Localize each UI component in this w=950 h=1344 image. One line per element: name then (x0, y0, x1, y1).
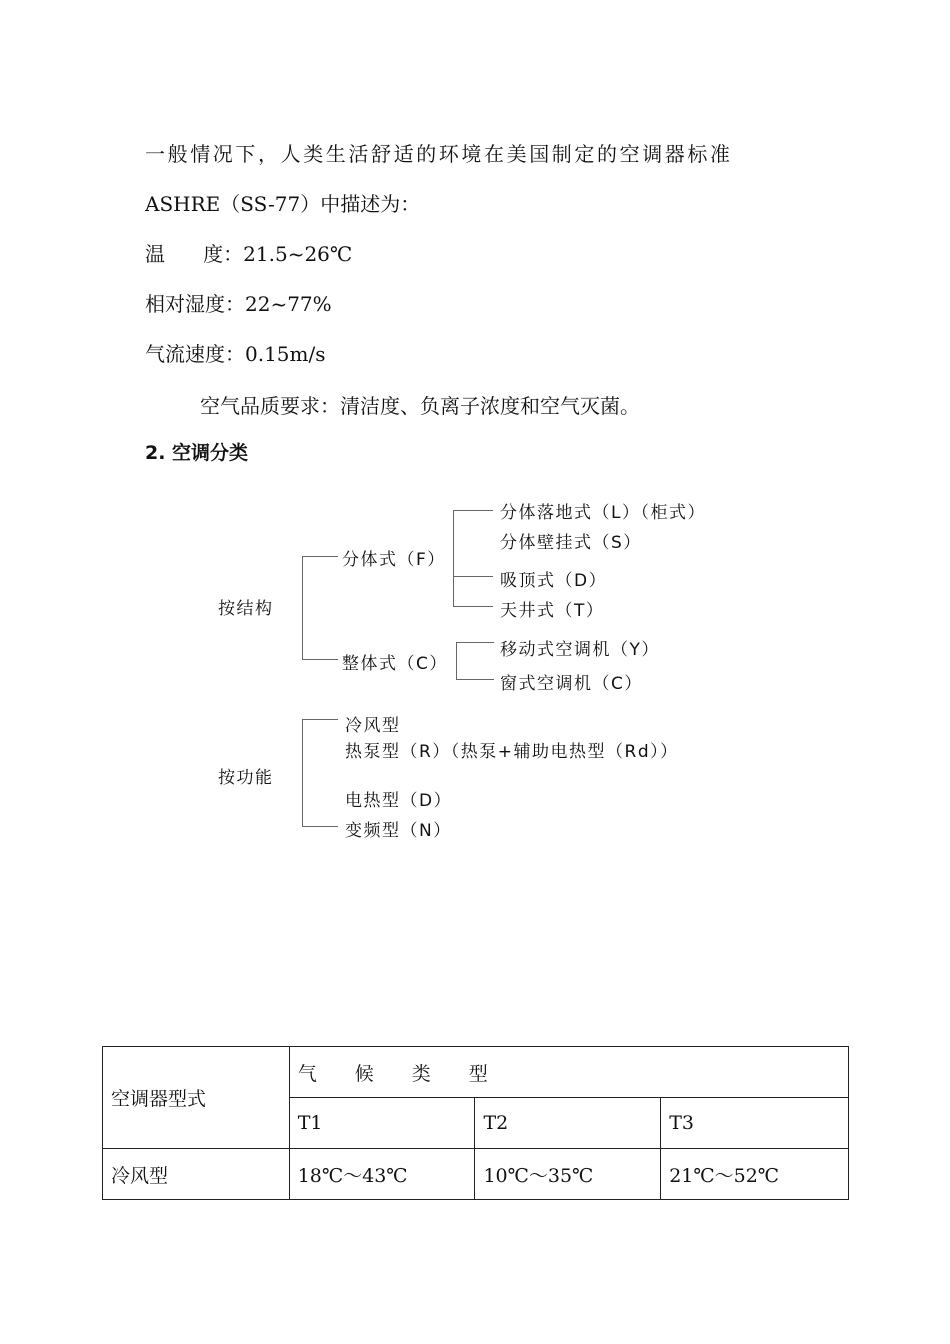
tree-connector (302, 826, 338, 827)
tree-connector (456, 642, 457, 679)
tree-connector (302, 659, 338, 660)
temperature-label: 温 度： (145, 242, 244, 266)
tree-connector (302, 719, 303, 826)
table-row (103, 1149, 849, 1200)
column-header-t1: T1 (289, 1098, 475, 1149)
temperature-value: 21.5~26℃ (243, 242, 353, 266)
tree-connector (453, 510, 454, 606)
intro-line-1: 一般情况下，人类生活舒适的环境在美国制定的空调器标准 (145, 142, 733, 166)
column-header-t2: T2 (475, 1098, 661, 1149)
tree-node-unitary: 整体式（C） (342, 654, 448, 674)
tree-leaf: 热泵型（R）（热泵+辅助电热型（Rd）） (345, 742, 679, 762)
tree-connector (302, 556, 338, 557)
tree-connector (453, 576, 493, 577)
tree-connector (456, 679, 494, 680)
tree-leaf: 天井式（T） (500, 601, 605, 621)
tree-connector (302, 556, 303, 659)
tree-leaf: 吸顶式（D） (500, 571, 608, 591)
group-header-cell (289, 1047, 848, 1098)
tree-connector (453, 606, 493, 607)
tree-connector (453, 510, 493, 511)
climate-type-table (102, 1046, 849, 1200)
tree-connector (302, 719, 338, 720)
tree-leaf: 分体壁挂式（S） (500, 533, 642, 553)
intro-line-2: ASHRE（SS-77）中描述为： (145, 192, 421, 216)
value-cell: 18℃～43℃ (289, 1149, 475, 1200)
tree-leaf: 冷风型 (345, 716, 401, 736)
tree-node-split: 分体式（F） (342, 550, 446, 570)
value-cell: 21℃～52℃ (661, 1149, 849, 1200)
tree-leaf: 电热型（D） (345, 791, 453, 811)
tree-root-structure: 按结构 (218, 599, 274, 619)
air-quality-line: 空气品质要求：清洁度、负离子浓度和空气灭菌。 (200, 394, 640, 418)
humidity-line: 相对湿度：22~77% (145, 292, 332, 316)
tree-root-function: 按功能 (218, 768, 274, 788)
row-header-cell: 空调器型式 (103, 1047, 290, 1149)
temperature-line (145, 238, 352, 267)
section-heading: 2. 空调分类 (145, 442, 249, 464)
tree-leaf: 窗式空调机（C） (500, 674, 643, 694)
value-cell: 10℃～35℃ (475, 1149, 661, 1200)
tree-connector (456, 642, 494, 643)
column-header-t3: T3 (661, 1098, 849, 1149)
tree-leaf: 移动式空调机（Y） (500, 640, 660, 660)
row-name-cell: 冷风型 (103, 1149, 290, 1200)
tree-leaf: 分体落地式（L）（柜式） (500, 503, 706, 523)
climate-type-header: 气候类型 (297, 1062, 526, 1085)
tree-leaf: 变频型（N） (345, 821, 452, 841)
airflow-line: 气流速度：0.15m/s (145, 342, 326, 366)
